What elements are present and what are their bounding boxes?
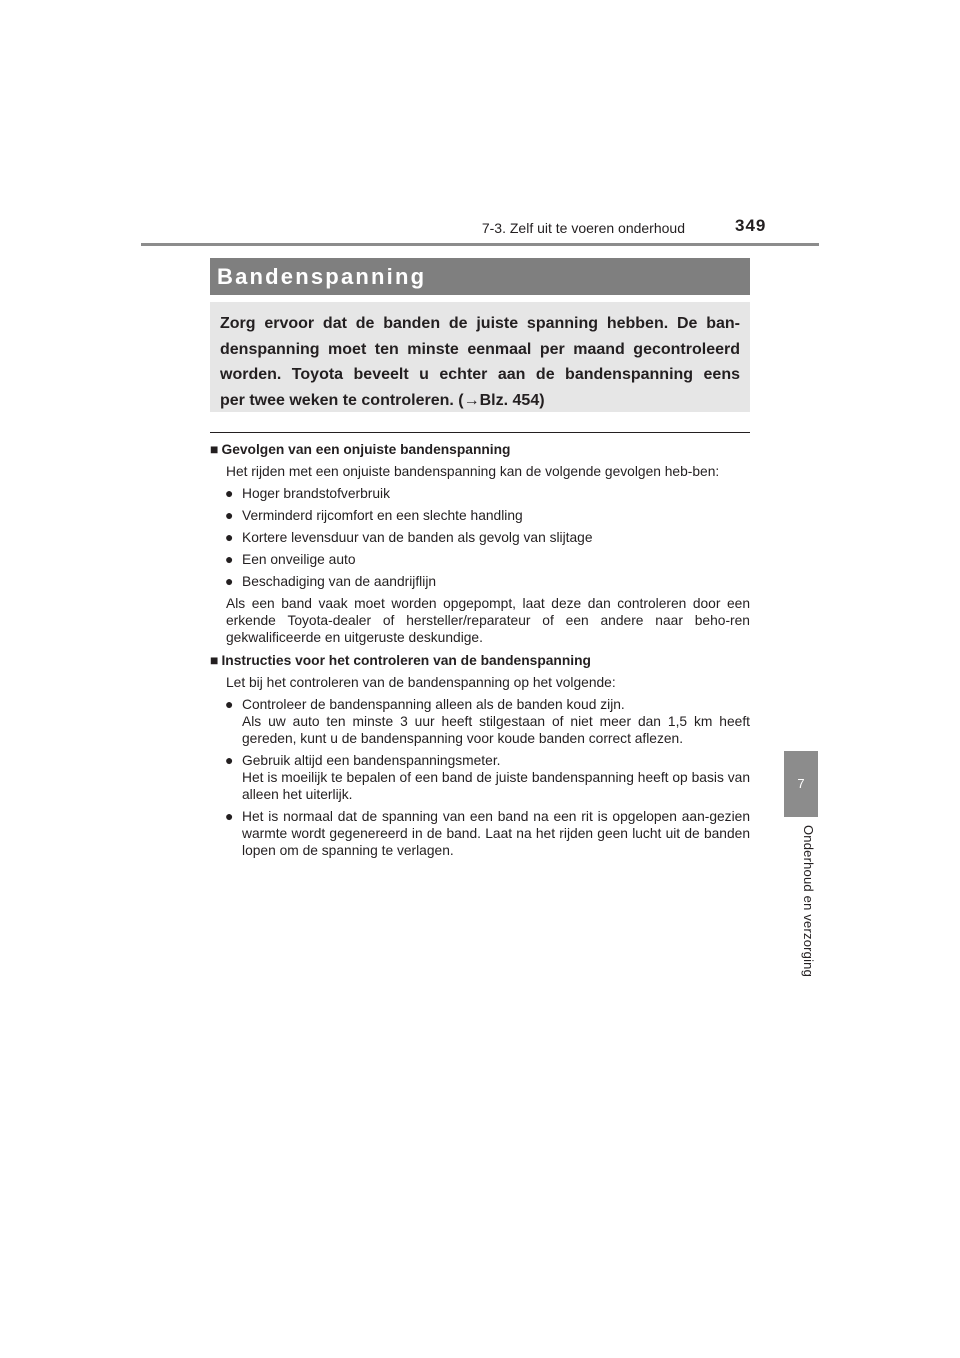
bullet-icon: ● bbox=[225, 485, 234, 501]
list-item: ● Het is normaal dat de spanning van een band na een rit is opgelopen aan-gezien warmte wordt gegenereerd in de band. Laat na het rijden geen lucht uit de banden lopen om de spanning te verlagen. bbox=[225, 808, 750, 858]
header-divider bbox=[141, 243, 819, 246]
bullet-icon: ● bbox=[225, 507, 234, 523]
square-bullet-icon: ■ bbox=[210, 652, 219, 668]
summary-line: Zorg ervoor dat de banden de juiste spanning hebben. De ban- bbox=[220, 315, 740, 332]
summary-line: denspanning moet ten minste eenmaal per maand gecontroleerd bbox=[220, 340, 740, 358]
bullet-icon: ● bbox=[225, 573, 234, 589]
subsection-heading: ■ Gevolgen van een onjuiste bandenspanning bbox=[210, 441, 511, 457]
list-item: ● Kortere levensduur van de banden als gevolg van slijtage bbox=[225, 529, 593, 545]
bullet-icon: ● bbox=[225, 529, 234, 545]
chapter-tab[interactable]: 7 bbox=[784, 751, 818, 817]
chapter-tab-label: Onderhoud en verzorging bbox=[801, 825, 816, 978]
paragraph: Het rijden met een onjuiste bandenspanning kan de volgende gevolgen heb-ben: bbox=[226, 464, 720, 479]
summary-line: worden. Toyota beveelt u echter aan de bandenspanning eens bbox=[220, 366, 740, 384]
paragraph: Als een band vaak moet worden opgepompt, laat deze dan controleren door een erkende Toyota-dealer of hersteller/reparateur of een andere naar beho-ren gekwalificeerde en uitgeruste deskundige. bbox=[226, 596, 750, 645]
list-item: ● Een onveilige auto bbox=[225, 551, 356, 567]
square-bullet-icon: ■ bbox=[210, 441, 219, 457]
chapter-title: 7-3. Zelf uit te voeren onderhoud bbox=[481, 220, 685, 236]
summary-text: per twee weken te controleren. ( bbox=[220, 391, 464, 409]
content-divider bbox=[210, 432, 750, 433]
bullet-icon: ● bbox=[225, 696, 234, 712]
bullet-icon: ● bbox=[225, 551, 234, 567]
bullet-icon: ● bbox=[225, 808, 234, 824]
list-item: ● Verminderd rijcomfort en een slechte handling bbox=[225, 507, 523, 523]
bullet-icon: ● bbox=[225, 752, 234, 768]
paragraph: Let bij het controleren van de bandenspanning op het volgende: bbox=[226, 675, 616, 690]
summary-box bbox=[210, 302, 750, 412]
page-number: 349 bbox=[735, 216, 767, 235]
section-title: Bandenspanning bbox=[210, 258, 750, 295]
summary-line bbox=[220, 388, 740, 414]
content bbox=[210, 441, 750, 859]
page-reference-link[interactable]: Blz. 454) bbox=[479, 391, 545, 409]
arrow-right-icon: → bbox=[463, 391, 480, 409]
list-item: ● Beschadiging van de aandrijflijn bbox=[225, 573, 437, 589]
subsection-heading: ■ Instructies voor het controleren van de bandenspanning bbox=[210, 652, 591, 668]
list-item: ● Hoger brandstofverbruik bbox=[225, 485, 391, 501]
list-item: ● Controleer de bandenspanning alleen als de banden koud zijn. Als uw auto ten minste 3 uur heeft stilgestaan of niet meer dan 1,5 km heeft gereden, kunt u de bandenspanning voor koude banden correct aflezen. bbox=[225, 696, 750, 746]
list-item: ● Gebruik altijd een bandenspanningsmeter. Het is moeilijk te bepalen of een band de juiste bandenspanning heeft op basis van alleen het uiterlijk. bbox=[225, 752, 750, 802]
